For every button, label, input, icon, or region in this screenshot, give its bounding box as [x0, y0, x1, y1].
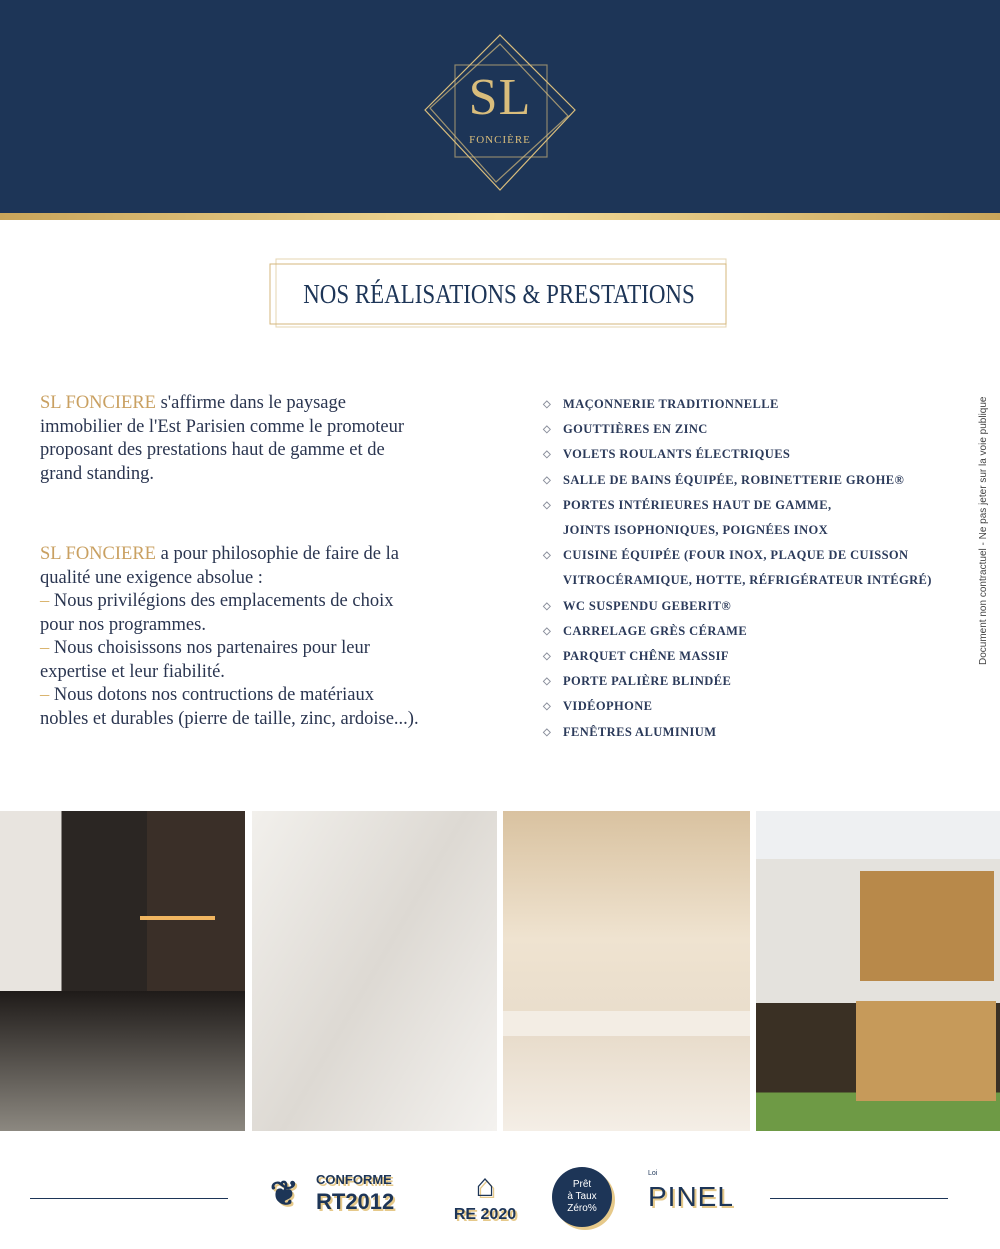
- badge-re2020: ⌂ RE 2020: [450, 1165, 520, 1224]
- diamond-bullet-icon: ◇: [543, 600, 552, 612]
- prestation-item: ◇ CUISINE ÉQUIPÉE (FOUR INOX, PLAQUE DE CUISSON VITROCÉRAMIQUE, HOTTE, RÉFRIGÉRATEUR INTÉGRÉ): [543, 543, 932, 593]
- divider-left: [30, 1198, 228, 1199]
- prestation-item: ◇ SALLE DE BAINS ÉQUIPÉE, ROBINETTERIE GROHE®: [543, 468, 932, 493]
- diamond-bullet-icon: ◇: [543, 676, 552, 688]
- diamond-bullet-icon: ◇: [543, 424, 552, 436]
- badge-rt2012: ❦ CONFORME RT2012: [270, 1172, 395, 1214]
- house-icon: ⌂: [475, 1167, 495, 1203]
- prestations-list: [543, 392, 932, 745]
- badge-ptz: Prêt à Taux Zéro%: [552, 1167, 612, 1227]
- divider-right: [770, 1198, 948, 1199]
- diamond-bullet-icon: ◇: [543, 550, 552, 562]
- diamond-bullet-icon: ◇: [543, 701, 552, 713]
- disclaimer: Document non contractuel - Ne pas jeter sur la voie publique: [978, 396, 989, 665]
- prestation-item: ◇ CARRELAGE GRÈS CÉRAME: [543, 619, 932, 644]
- prestation-item: ◇ VOLETS ROULANTS ÉLECTRIQUES: [543, 442, 932, 467]
- logo: [420, 30, 580, 195]
- section-title: [268, 258, 730, 330]
- diamond-bullet-icon: ◇: [543, 625, 552, 637]
- diamond-bullet-icon: ◇: [543, 726, 552, 738]
- intro-paragraph: SL FONCIERE s'affirme dans le paysage immobilier de l'Est Parisien comme le promoteur proposant des prestations haut de gamme et de grand standing.: [40, 393, 405, 484]
- prestation-item: ◇ FENÊTRES ALUMINIUM: [543, 720, 932, 745]
- photo-bathroom: [503, 811, 750, 1131]
- diamond-bullet-icon: ◇: [543, 651, 552, 663]
- section-title-text: NOS RÉALISATIONS & PRESTATIONS: [303, 279, 695, 309]
- prestation-item: ◇ VIDÉOPHONE: [543, 694, 932, 719]
- philosophy-paragraph: SL FONCIERE a pour philosophie de faire de la qualité une exigence absolue : – Nous privilégions des emplacements de choix pour nos programmes. – Nous choisissons nos partenaires pour leur expertise et leur fiabilité. – Nous dotons nos contructions de matériaux nobles et durables (pierre de taille, zinc, ardoise...).: [40, 544, 419, 729]
- prestation-item: ◇ WC SUSPENDU GEBERIT®: [543, 594, 932, 619]
- prestation-item: ◇ MAÇONNERIE TRADITIONNELLE: [543, 392, 932, 417]
- prestation-item: ◇ GOUTTIÈRES EN ZINC: [543, 417, 932, 442]
- prestation-item: ◇ PORTE PALIÈRE BLINDÉE: [543, 669, 932, 694]
- prestation-item: ◇ PORTES INTÉRIEURES HAUT DE GAMME, JOINTS ISOPHONIQUES, POIGNÉES INOX: [543, 493, 932, 543]
- diamond-bullet-icon: ◇: [543, 499, 552, 511]
- diamond-bullet-icon: ◇: [543, 399, 552, 410]
- logo-name: FONCIÈRE: [469, 134, 531, 146]
- photo-kitchen: [0, 811, 245, 1131]
- badge-pinel: Loi PINEL: [648, 1170, 734, 1212]
- prestation-item: ◇ PARQUET CHÊNE MASSIF: [543, 644, 932, 669]
- diamond-bullet-icon: ◇: [543, 449, 552, 461]
- logo-initials: SL: [468, 69, 532, 126]
- leaf-icon: ❦: [270, 1175, 299, 1213]
- gold-divider: [0, 213, 1000, 220]
- diamond-bullet-icon: ◇: [543, 474, 552, 486]
- photo-shower: [252, 811, 497, 1131]
- photo-house: [756, 811, 1000, 1131]
